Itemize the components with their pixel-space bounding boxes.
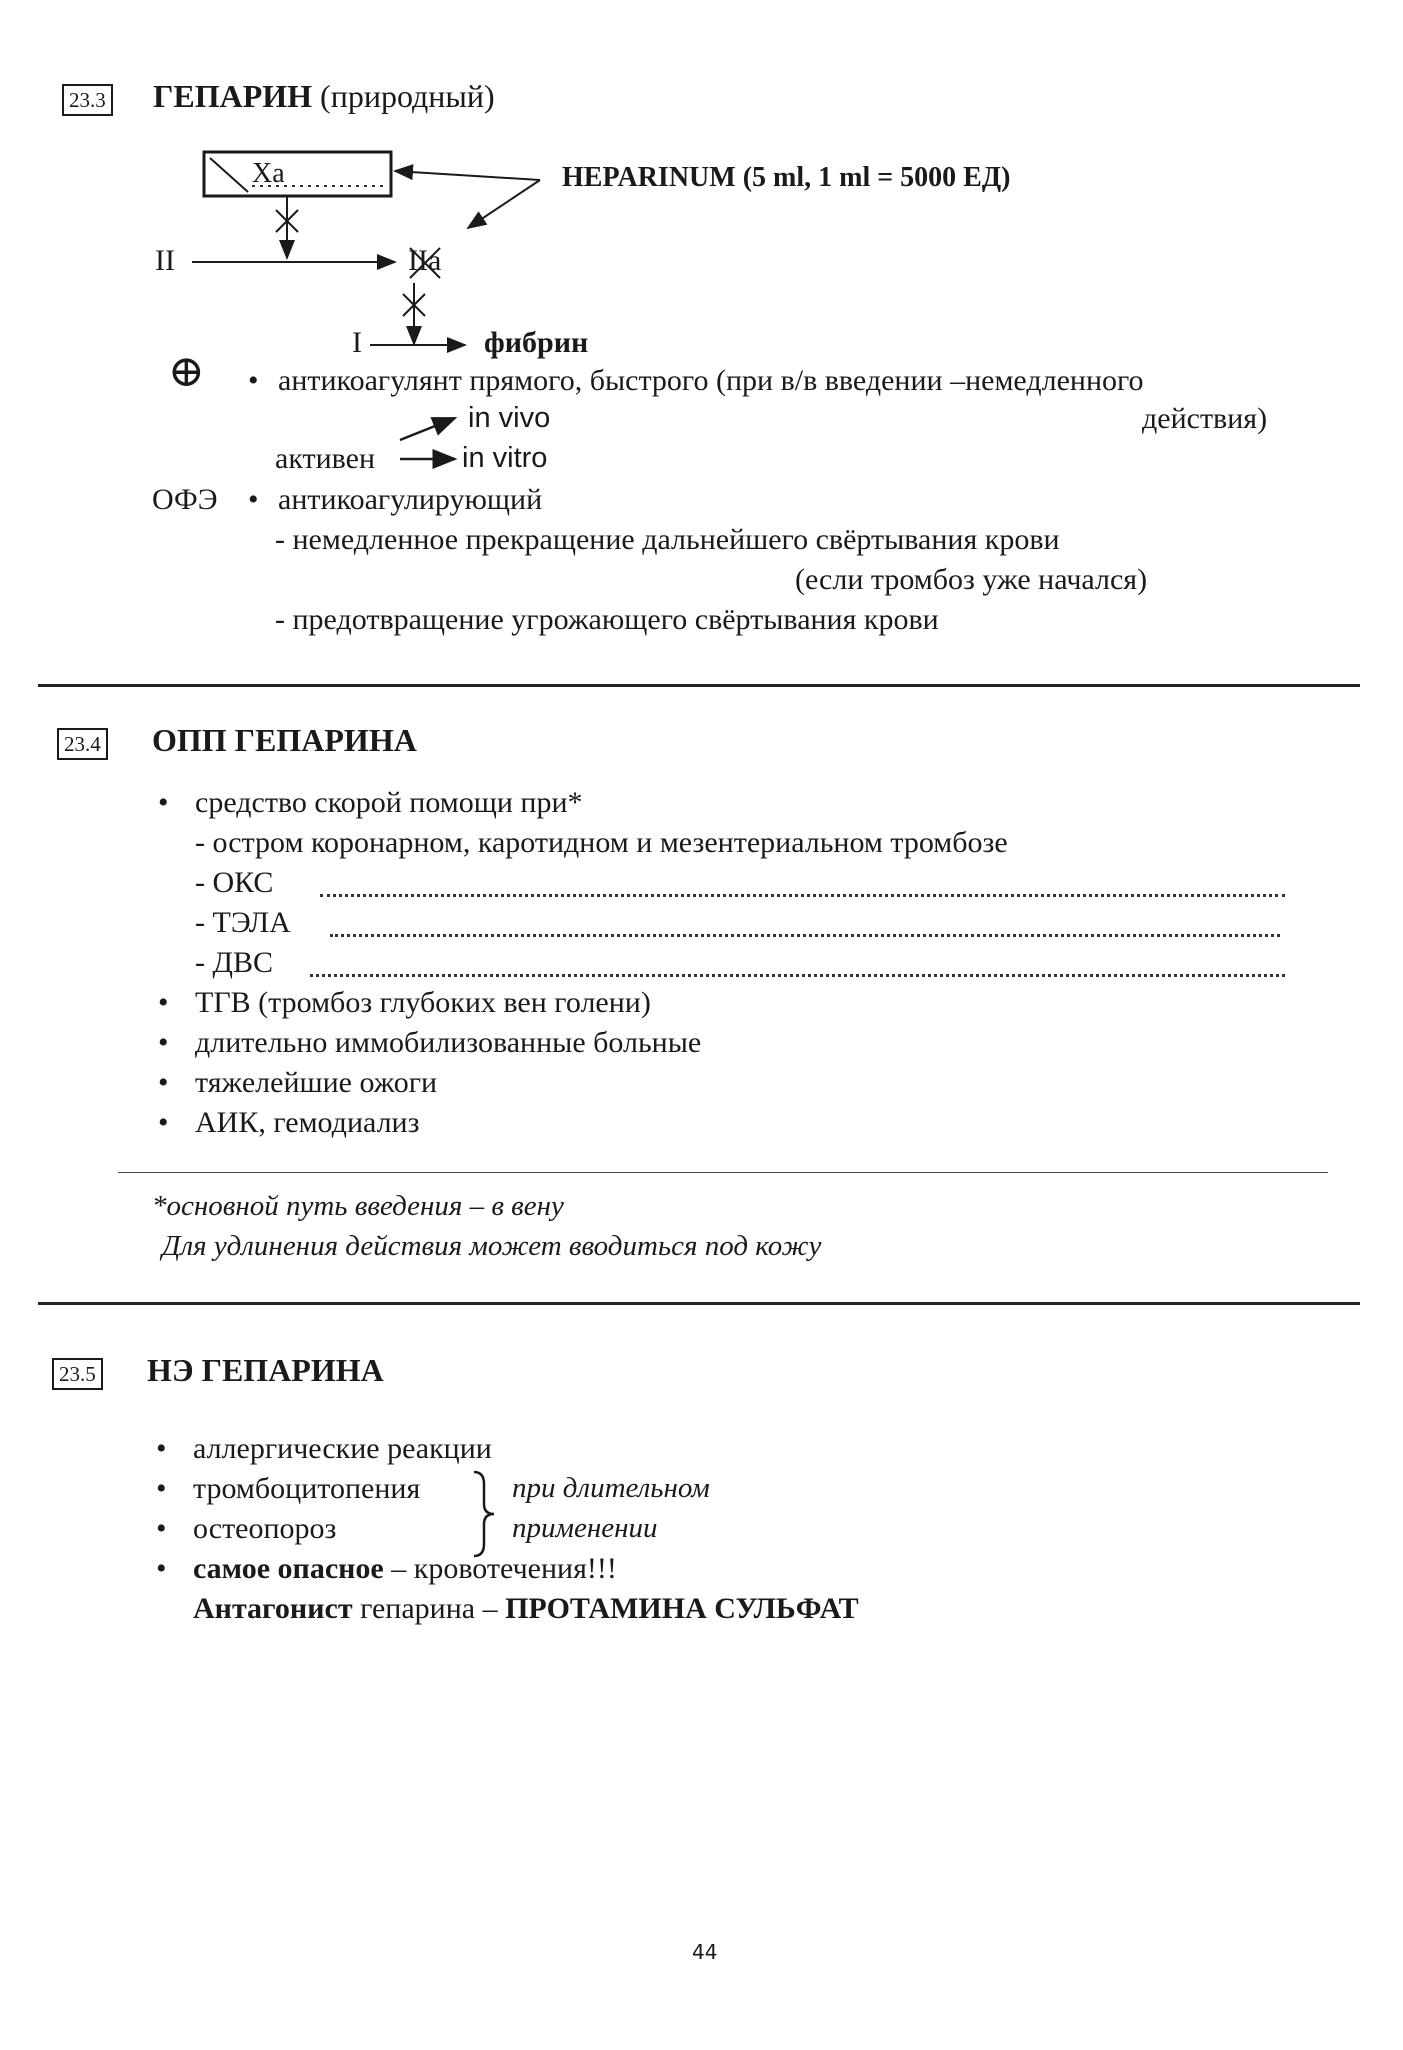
bullet: • xyxy=(248,483,259,516)
indication-sub-dvs: - ДВС xyxy=(195,946,273,979)
indication-sub-oks: - ОКС xyxy=(195,866,274,899)
indication-sub-thrombosis: - остром коронарном, каротидном и мезентериальном тромбозе xyxy=(195,826,1008,859)
protamine-sulfate: ПРОТАМИНА СУЛЬФАТ xyxy=(505,1592,859,1625)
most-dangerous-label: самое опасное xyxy=(193,1552,384,1585)
indication-emergency: средство скорой помощи при* xyxy=(195,786,583,819)
side-effect-bleeding xyxy=(193,1552,617,1586)
section-number-23-4: 23.4 xyxy=(57,728,108,760)
bullet: • xyxy=(156,1432,167,1465)
section-divider xyxy=(38,684,1360,687)
antagonist-mid: гепарина – xyxy=(352,1592,506,1625)
bullet: • xyxy=(156,1472,167,1505)
footnote-route: *основной путь введения – в вену xyxy=(152,1190,564,1222)
indication-aik: АИК, гемодиализ xyxy=(195,1106,420,1139)
ofe-label: ОФЭ xyxy=(152,483,218,516)
action-label: действия) xyxy=(1142,402,1268,435)
plus-circle-icon: ⊕ xyxy=(168,347,205,396)
title-subtitle: (природный) xyxy=(320,78,495,114)
in-vitro-label: in vitro xyxy=(462,442,548,474)
heparinum-label: HEPARINUM (5 ml, 1 ml = 5000 ЕД) xyxy=(562,162,1011,193)
bullet: • xyxy=(248,364,259,397)
indication-burns: тяжелейшие ожоги xyxy=(195,1066,438,1099)
bullet: • xyxy=(158,986,169,1019)
bullet: • xyxy=(158,1066,169,1099)
section-title-indications: ОПП ГЕПАРИНА xyxy=(152,722,417,758)
bleeding-text: – кровотечения!!! xyxy=(383,1552,617,1585)
dotted-leader xyxy=(330,934,1280,937)
fibrin-label: фибрин xyxy=(484,326,589,359)
bullet: • xyxy=(156,1552,167,1585)
antagonist-label: Антагонист xyxy=(193,1592,353,1625)
brace-icon xyxy=(470,1468,500,1560)
side-effect-thrombocytopenia: тромбоцитопения xyxy=(193,1472,421,1505)
footnote-subcutaneous: Для удлинения действия может вводиться под кожу xyxy=(162,1230,822,1262)
side-effect-osteoporosis: остеопороз xyxy=(193,1512,337,1545)
indication-immobilized: длительно иммобилизованные больные xyxy=(195,1026,702,1059)
effect-prevention: - предотвращение угрожающего свёртывания крови xyxy=(275,603,939,636)
factor-i-label: I xyxy=(352,326,362,359)
factor-ii-label: II xyxy=(155,244,175,277)
brace-note-long: при длительном xyxy=(512,1472,710,1504)
indication-tgv: ТГВ (тромбоз глубоких вен голени) xyxy=(195,986,651,1019)
page-number: 44 xyxy=(692,1940,718,1964)
dotted-leader xyxy=(310,974,1285,977)
section-number-23-3: 23.3 xyxy=(62,84,113,116)
active-label: активен xyxy=(275,442,376,475)
factor-iia-label: IIa xyxy=(408,244,442,277)
bullet: • xyxy=(158,1026,169,1059)
brace-note-use: применении xyxy=(512,1512,658,1544)
side-effect-allergy: аллергические реакции xyxy=(193,1432,492,1465)
title-text: ГЕПАРИН xyxy=(153,78,313,114)
anticoagulant-line: антикоагулянт прямого, быстрого (при в/в введении –немедленного xyxy=(278,364,1144,397)
antagonist-line xyxy=(193,1592,859,1626)
section-number-23-5: 23.5 xyxy=(52,1358,103,1390)
dotted-leader xyxy=(320,894,1285,897)
bullet: • xyxy=(156,1512,167,1545)
anticoagulating-label: антикоагулирующий xyxy=(278,483,543,516)
factor-xa-label: Xa xyxy=(252,158,285,189)
in-vivo-label: in vivo xyxy=(468,402,551,434)
bullet: • xyxy=(158,1106,169,1139)
effect-immediate: - немедленное прекращение дальнейшего свёртывания крови xyxy=(275,523,1060,556)
section-title-side-effects: НЭ ГЕПАРИНА xyxy=(147,1352,384,1388)
active-arrows xyxy=(0,0,1403,480)
footnote-divider xyxy=(118,1172,1328,1173)
bullet: • xyxy=(158,786,169,819)
section-divider xyxy=(38,1302,1360,1305)
effect-immediate-note: (если тромбоз уже начался) xyxy=(795,563,1148,596)
indication-sub-tela: - ТЭЛА xyxy=(195,906,291,939)
